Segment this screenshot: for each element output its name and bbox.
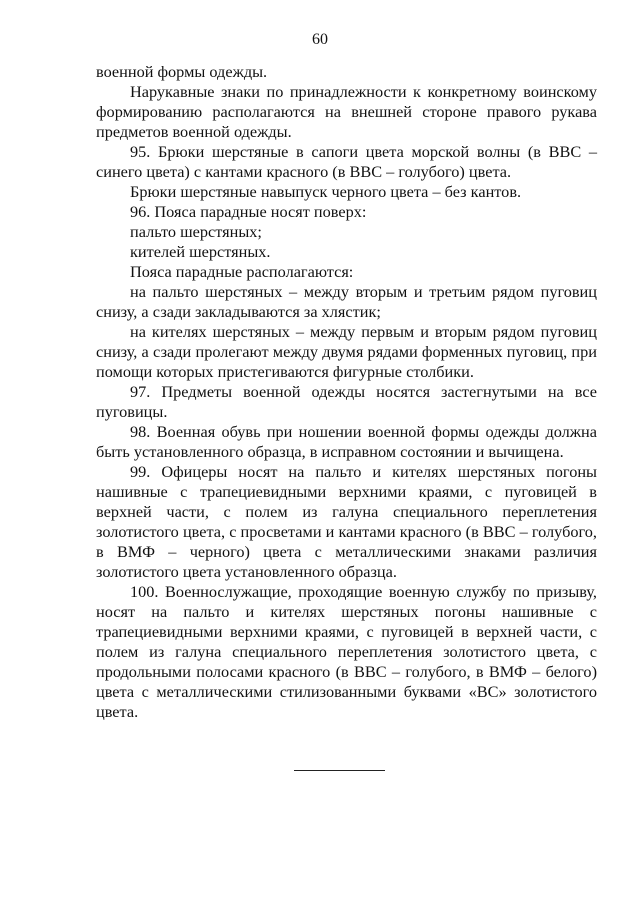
paragraph-96-coats: пальто шерстяных; xyxy=(130,222,262,241)
paragraph-96-tunics: кителей шерстяных. xyxy=(130,242,271,261)
paragraph-96-belts: 96. Пояса парадные носят поверх: xyxy=(130,202,367,221)
document-body xyxy=(96,62,597,722)
paragraph-continuation: военной формы одежды. xyxy=(96,62,268,81)
paragraph-100-conscripts: 100. Военнослужащие, проходящие военную службу по призыву, носят на пальто и кителях шерстяных погоны нашивные с трапециевидными верхними краями, с пуговицей в верхней части, с полем из галуна специального переплетения золотистого цвета, с продольными полосами красного (в ВВС – голубого, в ВМФ – белого) цвета с металлическими стилизованными буквами «ВС» золотистого цвета. xyxy=(96,582,597,721)
paragraph-95-trousers-loose: Брюки шерстяные навыпуск черного цвета – без кантов. xyxy=(130,182,522,201)
paragraph-96-on-tunics: на кителях шерстяных – между первым и вторым рядом пуговиц снизу, а сзади пролегают между двумя рядами форменных пуговиц, при помощи которых пристегиваются фигурные столбики. xyxy=(96,322,597,381)
paragraph-sleeve-insignia: Нарукавные знаки по принадлежности к конкретному воинскому формированию располагаются на внешней стороне правого рукава предметов военной одежды. xyxy=(96,82,597,141)
end-divider xyxy=(294,770,385,771)
paragraph-97-buttoned: 97. Предметы военной одежды носятся застегнутыми на все пуговицы. xyxy=(96,382,597,421)
paragraph-96-belts-placement: Пояса парадные располагаются: xyxy=(130,262,354,281)
paragraph-99-officers: 99. Офицеры носят на пальто и кителях шерстяных погоны нашивные с трапециевидными верхними краями, с пуговицей в верхней части, с полем из галуна специального переплетения золотистого цвета, с просветами и кантами красного (в ВВС – голубого, в ВМФ – черного) цвета с металлическими знаками различия золотистого цвета установленного образца. xyxy=(96,462,597,581)
paragraph-98-footwear: 98. Военная обувь при ношении военной формы одежды должна быть установленного образца, в исправном состоянии и вычищена. xyxy=(96,422,597,461)
paragraph-96-on-coats: на пальто шерстяных – между вторым и третьим рядом пуговиц снизу, а сзади закладываются за хлястик; xyxy=(96,282,597,321)
page-number: 60 xyxy=(312,31,328,48)
paragraph-95-trousers: 95. Брюки шерстяные в сапоги цвета морской волны (в ВВС – синего цвета) с кантами красного (в ВВС – голубого) цвета. xyxy=(96,142,597,181)
